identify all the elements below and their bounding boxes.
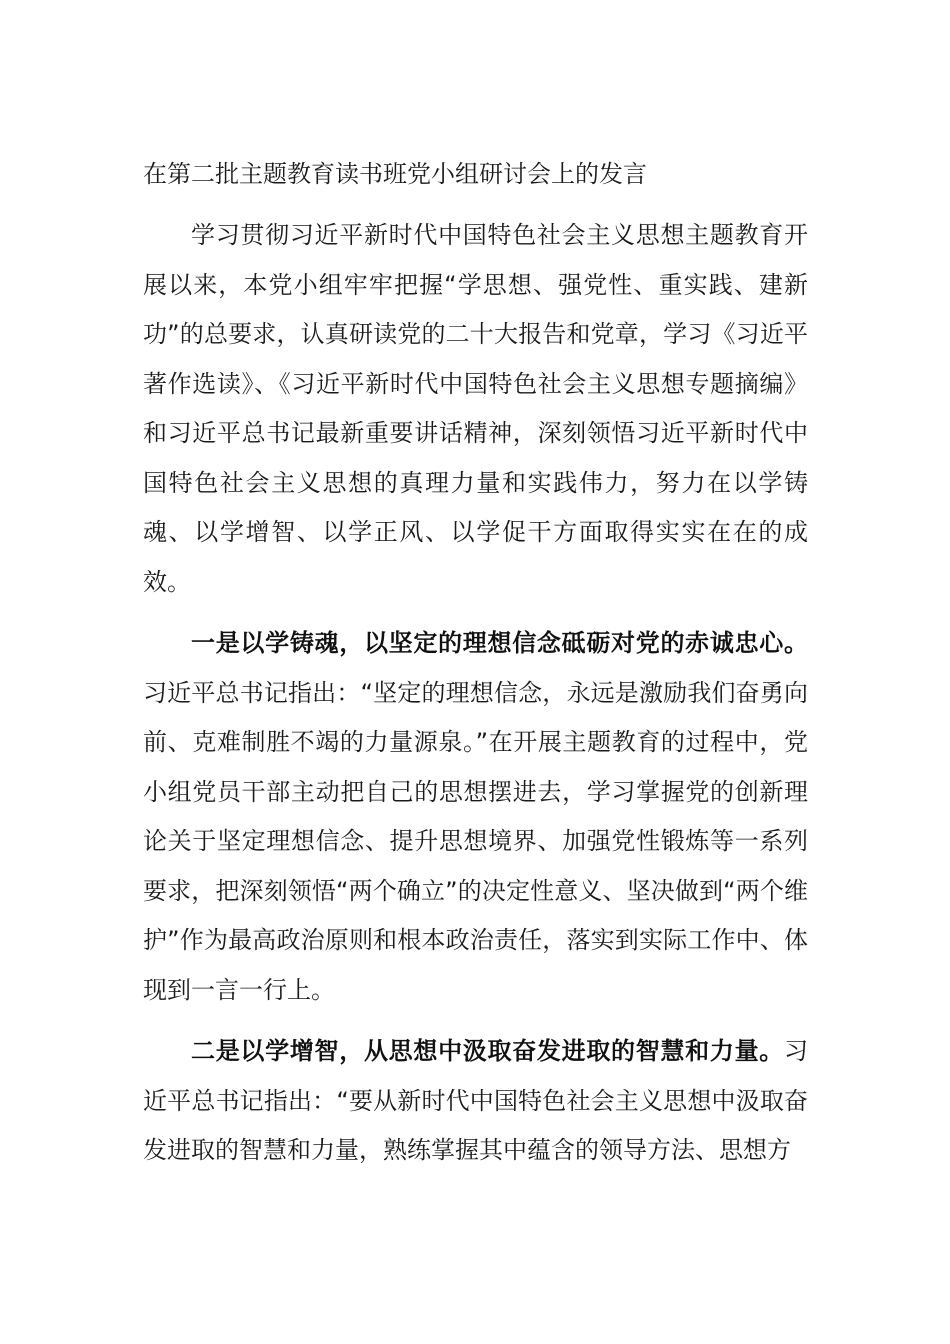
section-text-2: 习近平总书记指出：“要从新时代中国特色社会主义思想中汲取奋发进取的智慧和力量，熟练掌握其中蕴含的领导方法、思想方 <box>143 1037 808 1164</box>
section-heading-2: 二是以学增智，从思想中汲取奋发进取的智慧和力量。 <box>191 1037 784 1065</box>
document-title: 在第二批主题教育读书班党小组研讨会上的发言 <box>143 160 647 188</box>
intro-paragraph: 学习贯彻习近平新时代中国特色社会主义思想主题教育开展以来，本党小组牢牢把握“学思想、强党性、重实践、建新功”的总要求，认真研读党的二十大报告和党章，学习《习近平著作选读》、《习近平新时代中国特色社会主义思想专题摘编》和习近平总书记最新重要讲话精神，深刻领悟习近平新时代中国特色社会主义思想的真理力量和实践伟力，努力在以学铸魂、以学增智、以学正风、以学促干方面取得实实在在的成效。 <box>143 221 808 596</box>
section-heading-1: 一是以学铸魂，以坚定的理想信念砥砺对党的赤诚忠心。 <box>191 629 808 657</box>
section-text-1: 习近平总书记指出：“坚定的理想信念，永远是激励我们奋勇向前、克难制胜不竭的力量源泉。”在开展主题教育的过程中，党小组党员干部主动把自己的思想摆进去，学习掌握党的创新理论关于坚定理想信念、提升思想境界、加强党性锻炼等一系列要求，把深刻领悟“两个确立”的决定性意义、坚决做到“两个维护”作为最高政治原则和根本政治责任，落实到实际工作中、体现到一言一行上。 <box>143 678 808 1004</box>
section-paragraph-2 <box>143 1027 808 1176</box>
document-body <box>143 150 808 1188</box>
section-paragraph-1 <box>143 619 808 1015</box>
